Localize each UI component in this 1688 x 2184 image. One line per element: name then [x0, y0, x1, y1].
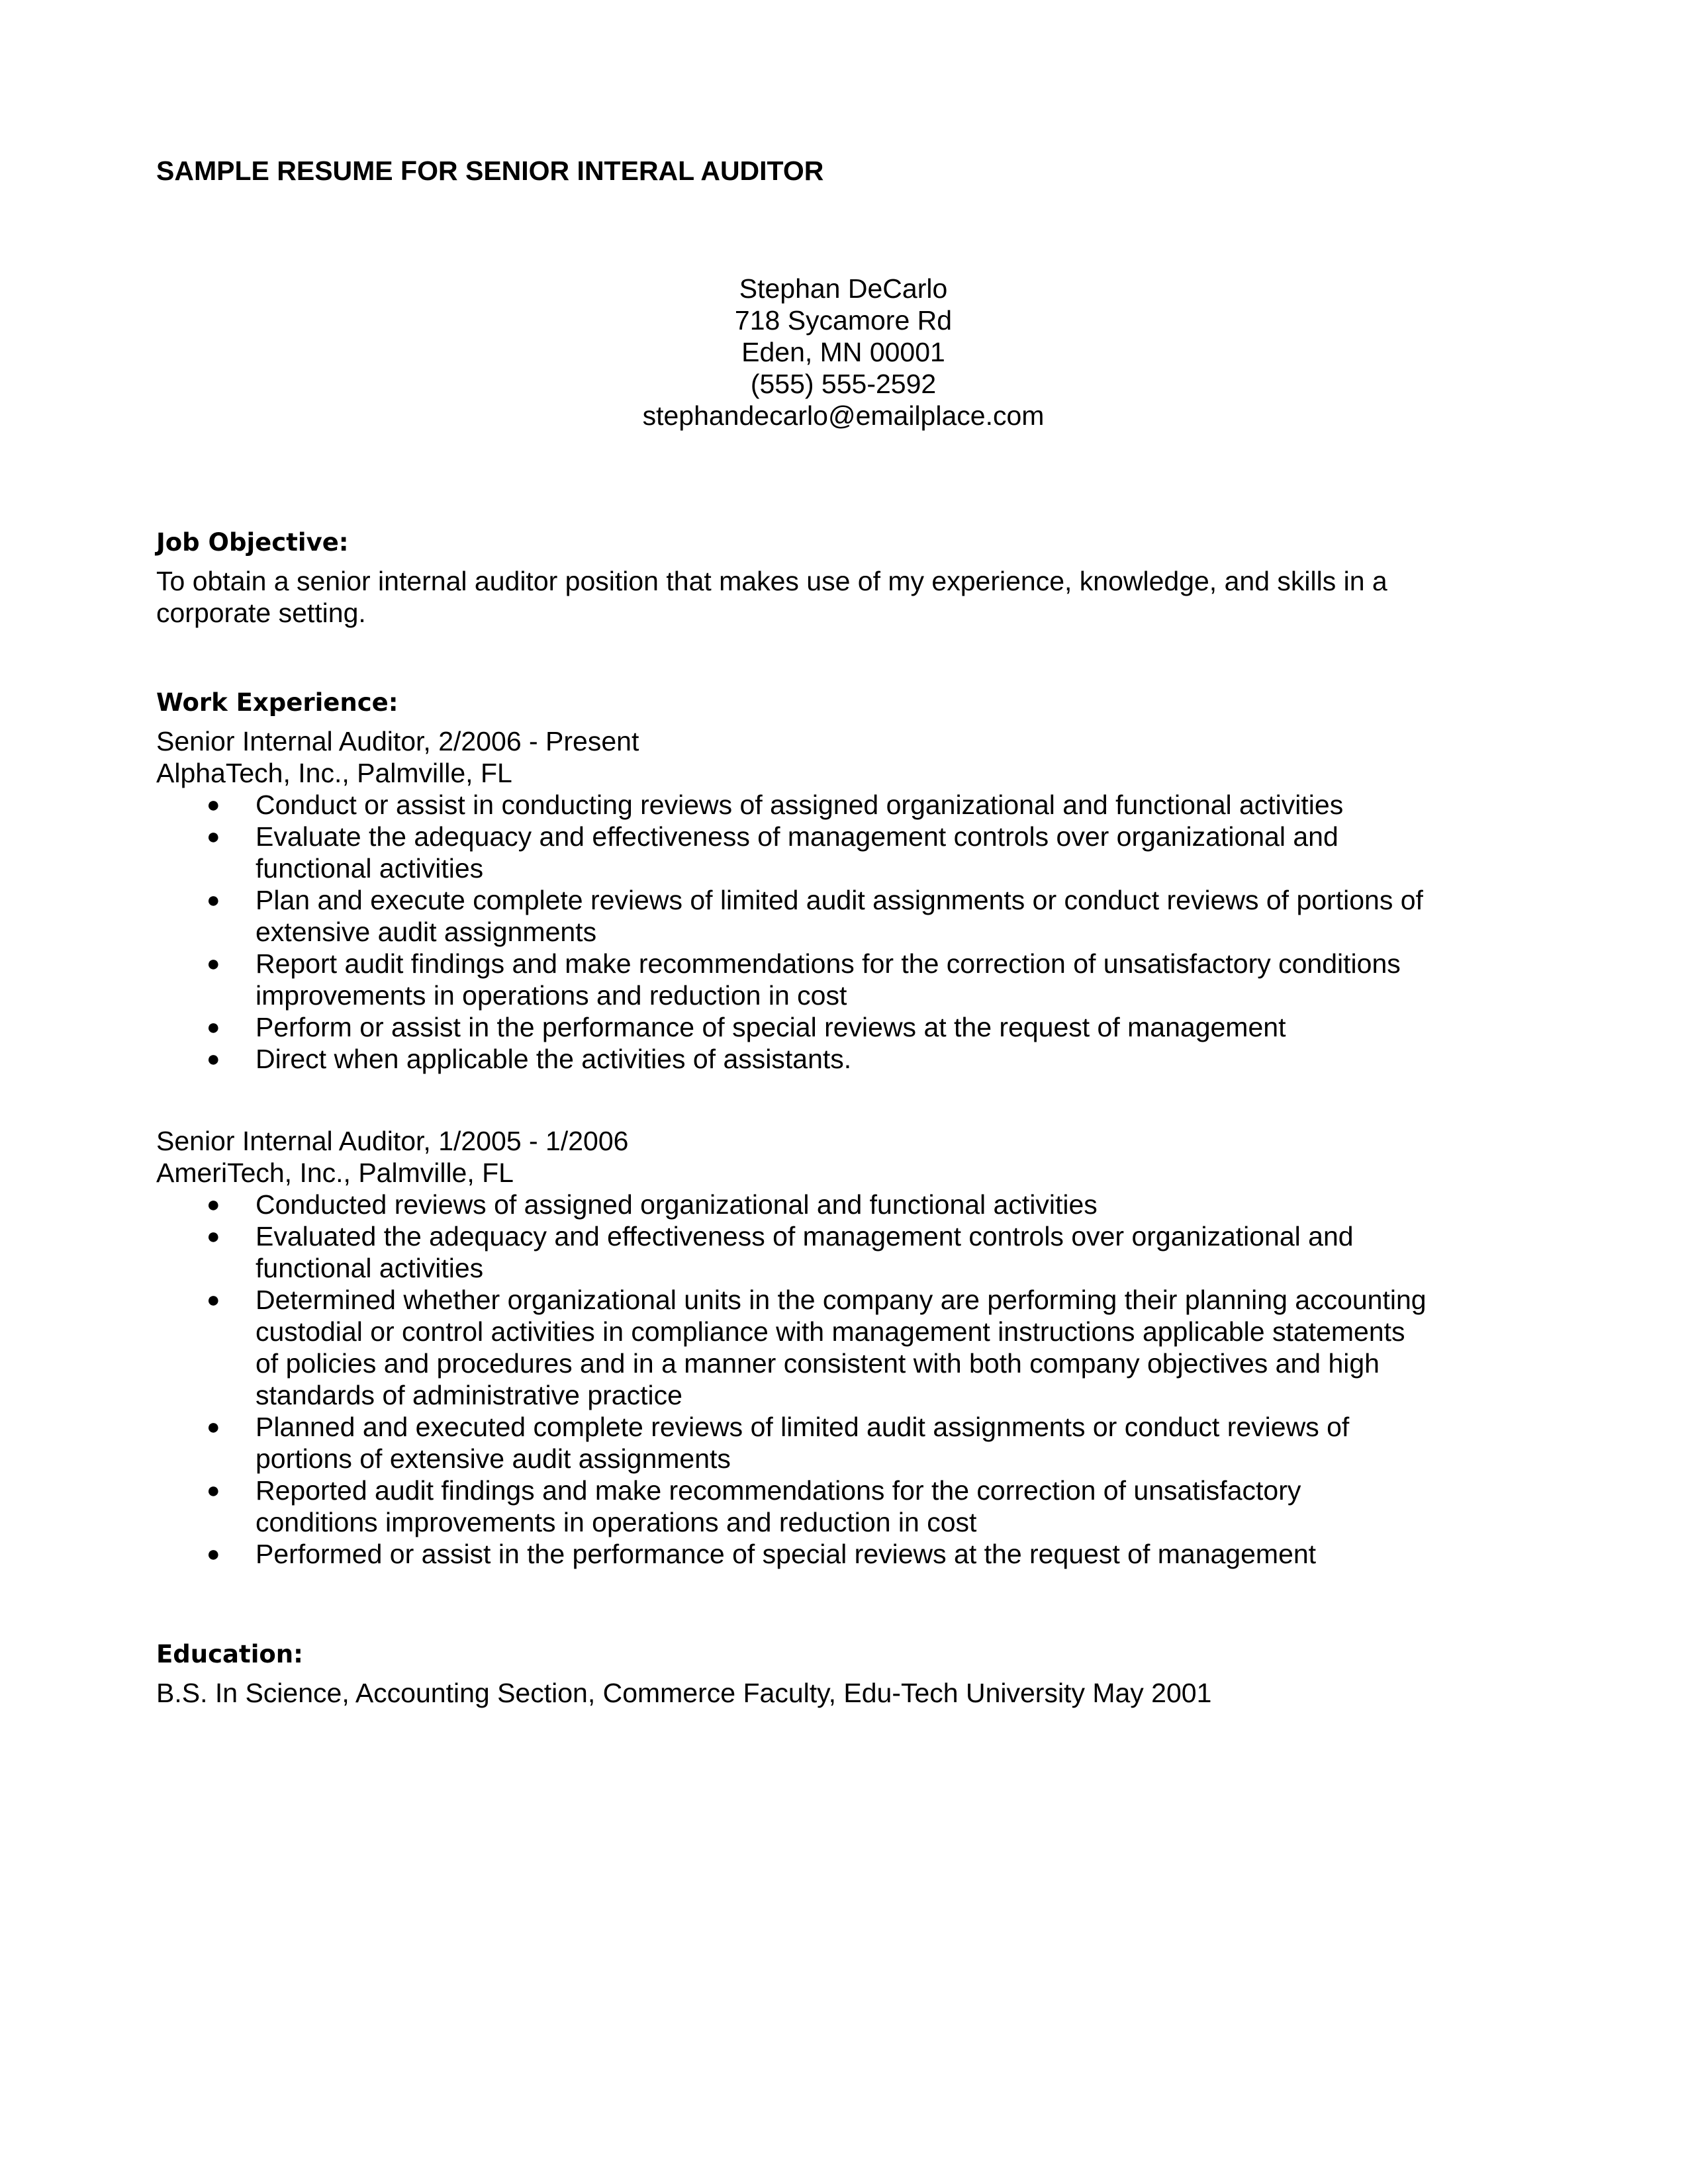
objective-line: To obtain a senior internal auditor position that makes use of my experience, knowledge, and skills in a	[156, 566, 1387, 596]
objective-heading: Job Objective:	[156, 528, 349, 557]
bullet-item	[156, 1475, 1480, 1538]
bullet-dot-icon: ●	[207, 1478, 220, 1503]
bullet-dot-icon: ●	[207, 887, 220, 913]
bullet-line: Conduct or assist in conducting reviews of assigned organizational and functional activities	[256, 790, 1344, 820]
job-company: AmeriTech, Inc., Palmville, FL	[156, 1158, 514, 1188]
contact-street: 718 Sycamore Rd	[734, 305, 953, 336]
bullet-line: Determined whether organizational units in the company are performing their planning accounting	[256, 1285, 1427, 1315]
bullet-item	[156, 1011, 1480, 1043]
bullet-line: improvements in operations and reduction in cost	[256, 980, 847, 1011]
bullet-line: functional activities	[256, 853, 484, 884]
job-entry	[156, 1125, 1487, 1570]
bullet-line: Reported audit findings and make recommendations for the correction of unsatisfactory	[256, 1475, 1301, 1506]
job-entry	[156, 725, 1487, 1075]
bullet-line: Report audit findings and make recommendations for the correction of unsatisfactory conditions	[256, 948, 1401, 979]
bullet-item	[156, 1043, 1480, 1075]
bullet-item	[156, 1220, 1480, 1284]
bullet-item	[156, 1284, 1480, 1411]
bullet-line: Evaluated the adequacy and effectiveness of management controls over organizational and	[256, 1221, 1354, 1251]
bullet-dot-icon: ●	[207, 951, 220, 976]
bullet-dot-icon: ●	[207, 1541, 220, 1567]
job-bullets	[156, 789, 1487, 1075]
bullet-item	[156, 884, 1480, 948]
bullet-line: conditions improvements in operations and reduction in cost	[256, 1507, 977, 1537]
job-title: Senior Internal Auditor, 1/2005 - 1/2006	[156, 1126, 629, 1156]
bullet-item	[156, 821, 1480, 884]
bullet-line: Plan and execute complete reviews of limited audit assignments or conduct reviews of portions of	[256, 885, 1423, 915]
resume-page	[156, 0, 1487, 2184]
bullet-item	[156, 1411, 1480, 1475]
bullet-item	[156, 948, 1480, 1011]
bullet-item	[156, 789, 1480, 821]
bullet-line: Evaluate the adequacy and effectiveness of management controls over organizational and	[256, 821, 1338, 852]
bullet-line: Planned and executed complete reviews of limited audit assignments or conduct reviews of	[256, 1412, 1350, 1442]
bullet-dot-icon: ●	[207, 792, 220, 817]
bullet-item	[156, 1189, 1480, 1220]
bullet-line: Performed or assist in the performance of special reviews at the request of management	[256, 1539, 1317, 1569]
education-heading: Education:	[156, 1640, 303, 1668]
job-company: AlphaTech, Inc., Palmville, FL	[156, 758, 512, 788]
bullet-dot-icon: ●	[207, 824, 220, 849]
bullet-line: of policies and procedures and in a manner consistent with both company objectives and high	[256, 1348, 1380, 1379]
job-bullets	[156, 1189, 1487, 1570]
bullet-line: Direct when applicable the activities of assistants.	[256, 1044, 852, 1074]
bullet-line: Perform or assist in the performance of special reviews at the request of management	[256, 1012, 1286, 1042]
objective-line: corporate setting.	[156, 598, 366, 628]
bullet-dot-icon: ●	[207, 1224, 220, 1249]
bullet-line: extensive audit assignments	[256, 917, 597, 947]
bullet-line: portions of extensive audit assignments	[256, 1443, 731, 1474]
bullet-dot-icon: ●	[207, 1046, 220, 1071]
document-title: SAMPLE RESUME FOR SENIOR INTERAL AUDITOR	[156, 156, 824, 186]
education-text	[156, 1677, 1487, 1709]
bullet-line: functional activities	[256, 1253, 484, 1283]
bullet-item	[156, 1538, 1480, 1570]
bullet-line: standards of administrative practice	[256, 1380, 682, 1410]
bullet-dot-icon: ●	[207, 1015, 220, 1040]
contact-city: Eden, MN 00001	[741, 337, 945, 367]
bullet-line: custodial or control activities in compliance with management instructions applicable statements	[256, 1316, 1405, 1347]
education-line: B.S. In Science, Accounting Section, Commerce Faculty, Edu-Tech University May 2001	[156, 1678, 1212, 1708]
bullet-line: Conducted reviews of assigned organizational and functional activities	[256, 1189, 1098, 1220]
objective-text	[156, 565, 1487, 629]
bullet-dot-icon: ●	[207, 1414, 220, 1439]
contact-block	[156, 273, 1530, 432]
work-heading: Work Experience:	[156, 688, 399, 717]
bullet-dot-icon: ●	[207, 1287, 220, 1312]
bullet-dot-icon: ●	[207, 1192, 220, 1217]
contact-name: Stephan DeCarlo	[739, 273, 948, 304]
contact-phone: (555) 555-2592	[750, 369, 937, 399]
job-title: Senior Internal Auditor, 2/2006 - Present	[156, 726, 639, 756]
contact-email: stephandecarlo@emailplace.com	[642, 400, 1045, 431]
